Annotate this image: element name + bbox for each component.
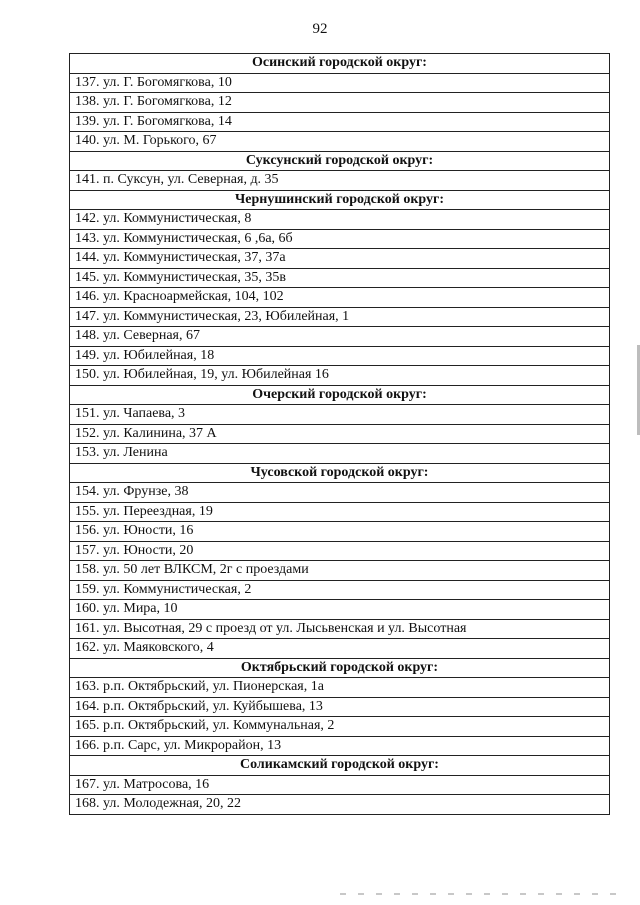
address-item: 152. ул. Калинина, 37 А bbox=[70, 424, 610, 444]
address-item: 144. ул. Коммунистическая, 37, 37а bbox=[70, 249, 610, 269]
address-item: 153. ул. Ленина bbox=[70, 444, 610, 464]
address-table bbox=[69, 53, 610, 815]
address-row bbox=[70, 678, 610, 698]
section-header-row bbox=[70, 151, 610, 171]
address-item: 163. р.п. Октябрьский, ул. Пионерская, 1а bbox=[70, 678, 610, 698]
address-row bbox=[70, 717, 610, 737]
address-row bbox=[70, 444, 610, 464]
address-item: 142. ул. Коммунистическая, 8 bbox=[70, 210, 610, 230]
address-item: 138. ул. Г. Богомягкова, 12 bbox=[70, 93, 610, 113]
address-row bbox=[70, 268, 610, 288]
address-row bbox=[70, 483, 610, 503]
section-title: Чусовской городской округ: bbox=[70, 463, 610, 483]
address-item: 168. ул. Молодежная, 20, 22 bbox=[70, 795, 610, 815]
address-item: 139. ул. Г. Богомягкова, 14 bbox=[70, 112, 610, 132]
section-header-row bbox=[70, 658, 610, 678]
address-item: 141. п. Суксун, ул. Северная, д. 35 bbox=[70, 171, 610, 191]
address-item: 165. р.п. Октябрьский, ул. Коммунальная, 2 bbox=[70, 717, 610, 737]
address-item: 154. ул. Фрунзе, 38 bbox=[70, 483, 610, 503]
address-item: 151. ул. Чапаева, 3 bbox=[70, 405, 610, 425]
address-row bbox=[70, 580, 610, 600]
address-item: 161. ул. Высотная, 29 с проезд от ул. Лысьвенская и ул. Высотная bbox=[70, 619, 610, 639]
address-item: 150. ул. Юбилейная, 19, ул. Юбилейная 16 bbox=[70, 366, 610, 386]
address-item: 148. ул. Северная, 67 bbox=[70, 327, 610, 347]
address-item: 140. ул. М. Горького, 67 bbox=[70, 132, 610, 152]
address-item: 162. ул. Маяковского, 4 bbox=[70, 639, 610, 659]
address-item: 167. ул. Матросова, 16 bbox=[70, 775, 610, 795]
address-row bbox=[70, 132, 610, 152]
address-row bbox=[70, 561, 610, 581]
address-item: 157. ул. Юности, 20 bbox=[70, 541, 610, 561]
address-row bbox=[70, 171, 610, 191]
scan-bottom-dots bbox=[340, 893, 620, 895]
page-number: 92 bbox=[312, 21, 328, 37]
address-row bbox=[70, 736, 610, 756]
address-row bbox=[70, 697, 610, 717]
address-row bbox=[70, 288, 610, 308]
section-header-row bbox=[70, 54, 610, 74]
address-row bbox=[70, 405, 610, 425]
address-table-body bbox=[70, 54, 610, 815]
address-item: 146. ул. Красноармейская, 104, 102 bbox=[70, 288, 610, 308]
address-row bbox=[70, 619, 610, 639]
address-row bbox=[70, 522, 610, 542]
section-header-row bbox=[70, 190, 610, 210]
address-row bbox=[70, 327, 610, 347]
section-title: Чернушинский городской округ: bbox=[70, 190, 610, 210]
address-row bbox=[70, 775, 610, 795]
address-row bbox=[70, 502, 610, 522]
address-row bbox=[70, 249, 610, 269]
address-item: 145. ул. Коммунистическая, 35, 35в bbox=[70, 268, 610, 288]
address-row bbox=[70, 541, 610, 561]
section-header-row bbox=[70, 463, 610, 483]
address-row bbox=[70, 210, 610, 230]
address-item: 159. ул. Коммунистическая, 2 bbox=[70, 580, 610, 600]
address-item: 137. ул. Г. Богомягкова, 10 bbox=[70, 73, 610, 93]
address-item: 156. ул. Юности, 16 bbox=[70, 522, 610, 542]
address-item: 166. р.п. Сарс, ул. Микрорайон, 13 bbox=[70, 736, 610, 756]
address-row bbox=[70, 639, 610, 659]
section-title: Суксунский городской округ: bbox=[70, 151, 610, 171]
address-item: 160. ул. Мира, 10 bbox=[70, 600, 610, 620]
address-row bbox=[70, 600, 610, 620]
address-row bbox=[70, 346, 610, 366]
address-item: 155. ул. Переездная, 19 bbox=[70, 502, 610, 522]
address-row bbox=[70, 112, 610, 132]
address-row bbox=[70, 93, 610, 113]
section-title: Осинский городской округ: bbox=[70, 54, 610, 74]
section-header-row bbox=[70, 756, 610, 776]
section-title: Очерский городской округ: bbox=[70, 385, 610, 405]
address-item: 149. ул. Юбилейная, 18 bbox=[70, 346, 610, 366]
address-item: 164. р.п. Октябрьский, ул. Куйбышева, 13 bbox=[70, 697, 610, 717]
address-row bbox=[70, 366, 610, 386]
address-row bbox=[70, 424, 610, 444]
section-title: Октябрьский городской округ: bbox=[70, 658, 610, 678]
address-item: 143. ул. Коммунистическая, 6 ,6а, 6б bbox=[70, 229, 610, 249]
section-title: Соликамский городской округ: bbox=[70, 756, 610, 776]
address-row bbox=[70, 795, 610, 815]
address-item: 158. ул. 50 лет ВЛКСМ, 2г с проездами bbox=[70, 561, 610, 581]
address-item: 147. ул. Коммунистическая, 23, Юбилейная, 1 bbox=[70, 307, 610, 327]
address-row bbox=[70, 229, 610, 249]
section-header-row bbox=[70, 385, 610, 405]
address-row bbox=[70, 307, 610, 327]
address-row bbox=[70, 73, 610, 93]
